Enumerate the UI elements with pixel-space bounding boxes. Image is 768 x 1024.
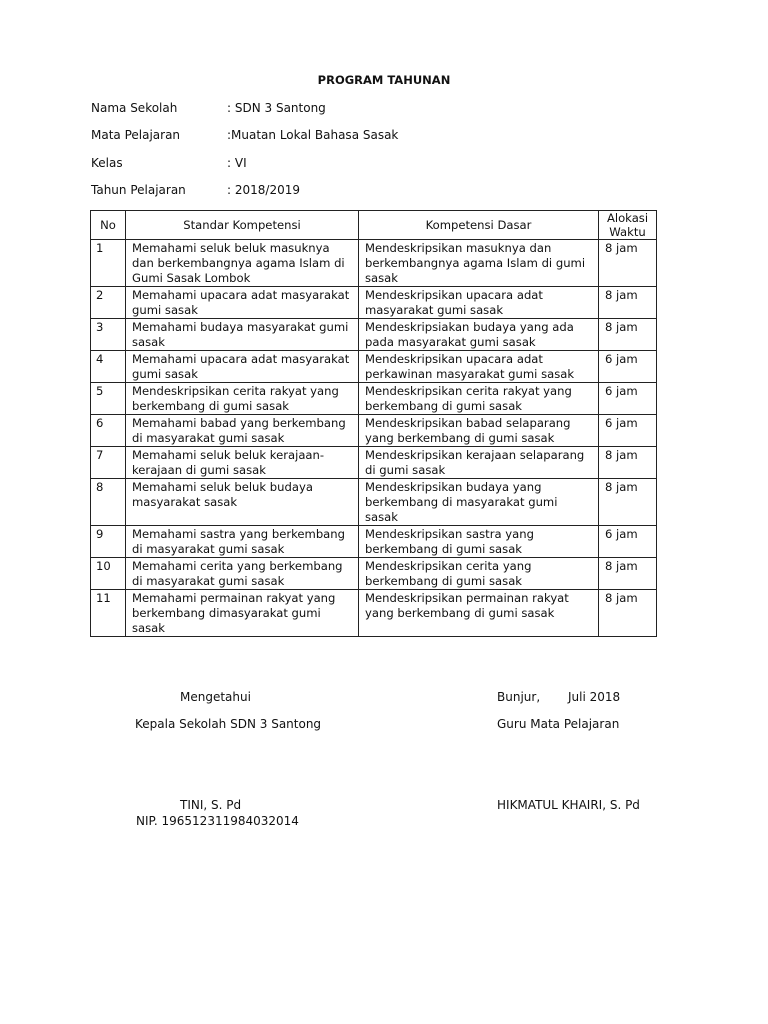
cell-alokasi-waktu: 8 jam — [599, 479, 657, 526]
sig-principal-nip: NIP. 196512311984032014 — [136, 814, 299, 828]
cell-alokasi-waktu: 8 jam — [599, 287, 657, 319]
table-row — [91, 415, 657, 447]
cell-standar-kompetensi: Memahami cerita yang berkembang di masyarakat gumi sasak — [126, 558, 359, 590]
meta-value: : SDN 3 Santong — [227, 101, 326, 115]
document-title: PROGRAM TAHUNAN — [317, 73, 451, 87]
table-row — [91, 479, 657, 526]
cell-kompetensi-dasar: Mendeskripsikan masuknya dan berkembangnya agama Islam di gumi sasak — [359, 240, 599, 287]
sig-teacher-role: Guru Mata Pelajaran — [497, 717, 620, 731]
cell-standar-kompetensi: Mendeskripsikan cerita rakyat yang berkembang di gumi sasak — [126, 383, 359, 415]
cell-no: 11 — [91, 590, 126, 637]
cell-kompetensi-dasar: Mendeskripsikan upacara adat masyarakat gumi sasak — [359, 287, 599, 319]
header-alokasi-waktu: Alokasi Waktu — [599, 211, 657, 240]
sig-principal-role: Kepala Sekolah SDN 3 Santong — [135, 717, 322, 731]
sig-date: Juli 2018 — [568, 690, 621, 704]
cell-no: 10 — [91, 558, 126, 590]
table-row — [91, 558, 657, 590]
header-standar-kompetensi: Standar Kompetensi — [126, 211, 359, 240]
cell-standar-kompetensi: Memahami upacara adat masyarakat gumi sasak — [126, 287, 359, 319]
table-row — [91, 351, 657, 383]
cell-no: 5 — [91, 383, 126, 415]
cell-kompetensi-dasar: Mendeskripsikan babad selaparang yang berkembang di gumi sasak — [359, 415, 599, 447]
cell-alokasi-waktu: 8 jam — [599, 590, 657, 637]
cell-no: 1 — [91, 240, 126, 287]
cell-kompetensi-dasar: Mendeskripsikan cerita rakyat yang berkembang di gumi sasak — [359, 383, 599, 415]
table-row — [91, 319, 657, 351]
table-row — [91, 383, 657, 415]
header-no: No — [91, 211, 126, 240]
cell-alokasi-waktu: 8 jam — [599, 319, 657, 351]
cell-no: 4 — [91, 351, 126, 383]
cell-no: 3 — [91, 319, 126, 351]
table-row — [91, 240, 657, 287]
sig-teacher-name: HIKMATUL KHAIRI, S. Pd — [497, 798, 640, 812]
cell-kompetensi-dasar: Mendeskripsiakan budaya yang ada pada masyarakat gumi sasak — [359, 319, 599, 351]
cell-alokasi-waktu: 6 jam — [599, 526, 657, 558]
cell-no: 9 — [91, 526, 126, 558]
meta-value: :Muatan Lokal Bahasa Sasak — [227, 128, 399, 142]
cell-no: 2 — [91, 287, 126, 319]
cell-standar-kompetensi: Memahami seluk beluk masuknya dan berkembangnya agama Islam di Gumi Sasak Lombok — [126, 240, 359, 287]
table-row — [91, 526, 657, 558]
meta-value: : VI — [227, 156, 247, 170]
sig-known-label: Mengetahui — [180, 690, 251, 704]
table-header-row — [91, 211, 657, 240]
cell-kompetensi-dasar: Mendeskripsikan upacara adat perkawinan masyarakat gumi sasak — [359, 351, 599, 383]
cell-alokasi-waktu: 8 jam — [599, 240, 657, 287]
cell-kompetensi-dasar: Mendeskripsikan permainan rakyat yang berkembang di gumi sasak — [359, 590, 599, 637]
cell-alokasi-waktu: 6 jam — [599, 383, 657, 415]
meta-label: Nama Sekolah — [91, 101, 178, 115]
meta-label: Mata Pelajaran — [91, 128, 181, 142]
meta-label: Kelas — [91, 156, 123, 170]
meta-value: : 2018/2019 — [227, 183, 300, 197]
table-row — [91, 447, 657, 479]
cell-no: 6 — [91, 415, 126, 447]
cell-standar-kompetensi: Memahami upacara adat masyarakat gumi sasak — [126, 351, 359, 383]
cell-alokasi-waktu: 6 jam — [599, 415, 657, 447]
cell-alokasi-waktu: 6 jam — [599, 351, 657, 383]
cell-standar-kompetensi: Memahami seluk beluk budaya masyarakat sasak — [126, 479, 359, 526]
table-row — [91, 590, 657, 637]
cell-kompetensi-dasar: Mendeskripsikan sastra yang berkembang di gumi sasak — [359, 526, 599, 558]
cell-standar-kompetensi: Memahami permainan rakyat yang berkembang dimasyarakat gumi sasak — [126, 590, 359, 637]
cell-standar-kompetensi: Memahami seluk beluk kerajaan-kerajaan di gumi sasak — [126, 447, 359, 479]
cell-no: 7 — [91, 447, 126, 479]
cell-kompetensi-dasar: Mendeskripsikan budaya yang berkembang di masyarakat gumi sasak — [359, 479, 599, 526]
cell-no: 8 — [91, 479, 126, 526]
meta-label: Tahun Pelajaran — [91, 183, 186, 197]
program-table — [90, 210, 657, 637]
table-body — [91, 240, 657, 637]
cell-kompetensi-dasar: Mendeskripsikan cerita yang berkembang di gumi sasak — [359, 558, 599, 590]
header-kompetensi-dasar: Kompetensi Dasar — [359, 211, 599, 240]
cell-kompetensi-dasar: Mendeskripsikan kerajaan selaparang di gumi sasak — [359, 447, 599, 479]
sig-place: Bunjur, — [497, 690, 541, 704]
cell-standar-kompetensi: Memahami babad yang berkembang di masyarakat gumi sasak — [126, 415, 359, 447]
cell-standar-kompetensi: Memahami budaya masyarakat gumi sasak — [126, 319, 359, 351]
cell-standar-kompetensi: Memahami sastra yang berkembang di masyarakat gumi sasak — [126, 526, 359, 558]
cell-alokasi-waktu: 8 jam — [599, 447, 657, 479]
cell-alokasi-waktu: 8 jam — [599, 558, 657, 590]
table-row — [91, 287, 657, 319]
sig-principal-name: TINI, S. Pd — [180, 798, 242, 812]
